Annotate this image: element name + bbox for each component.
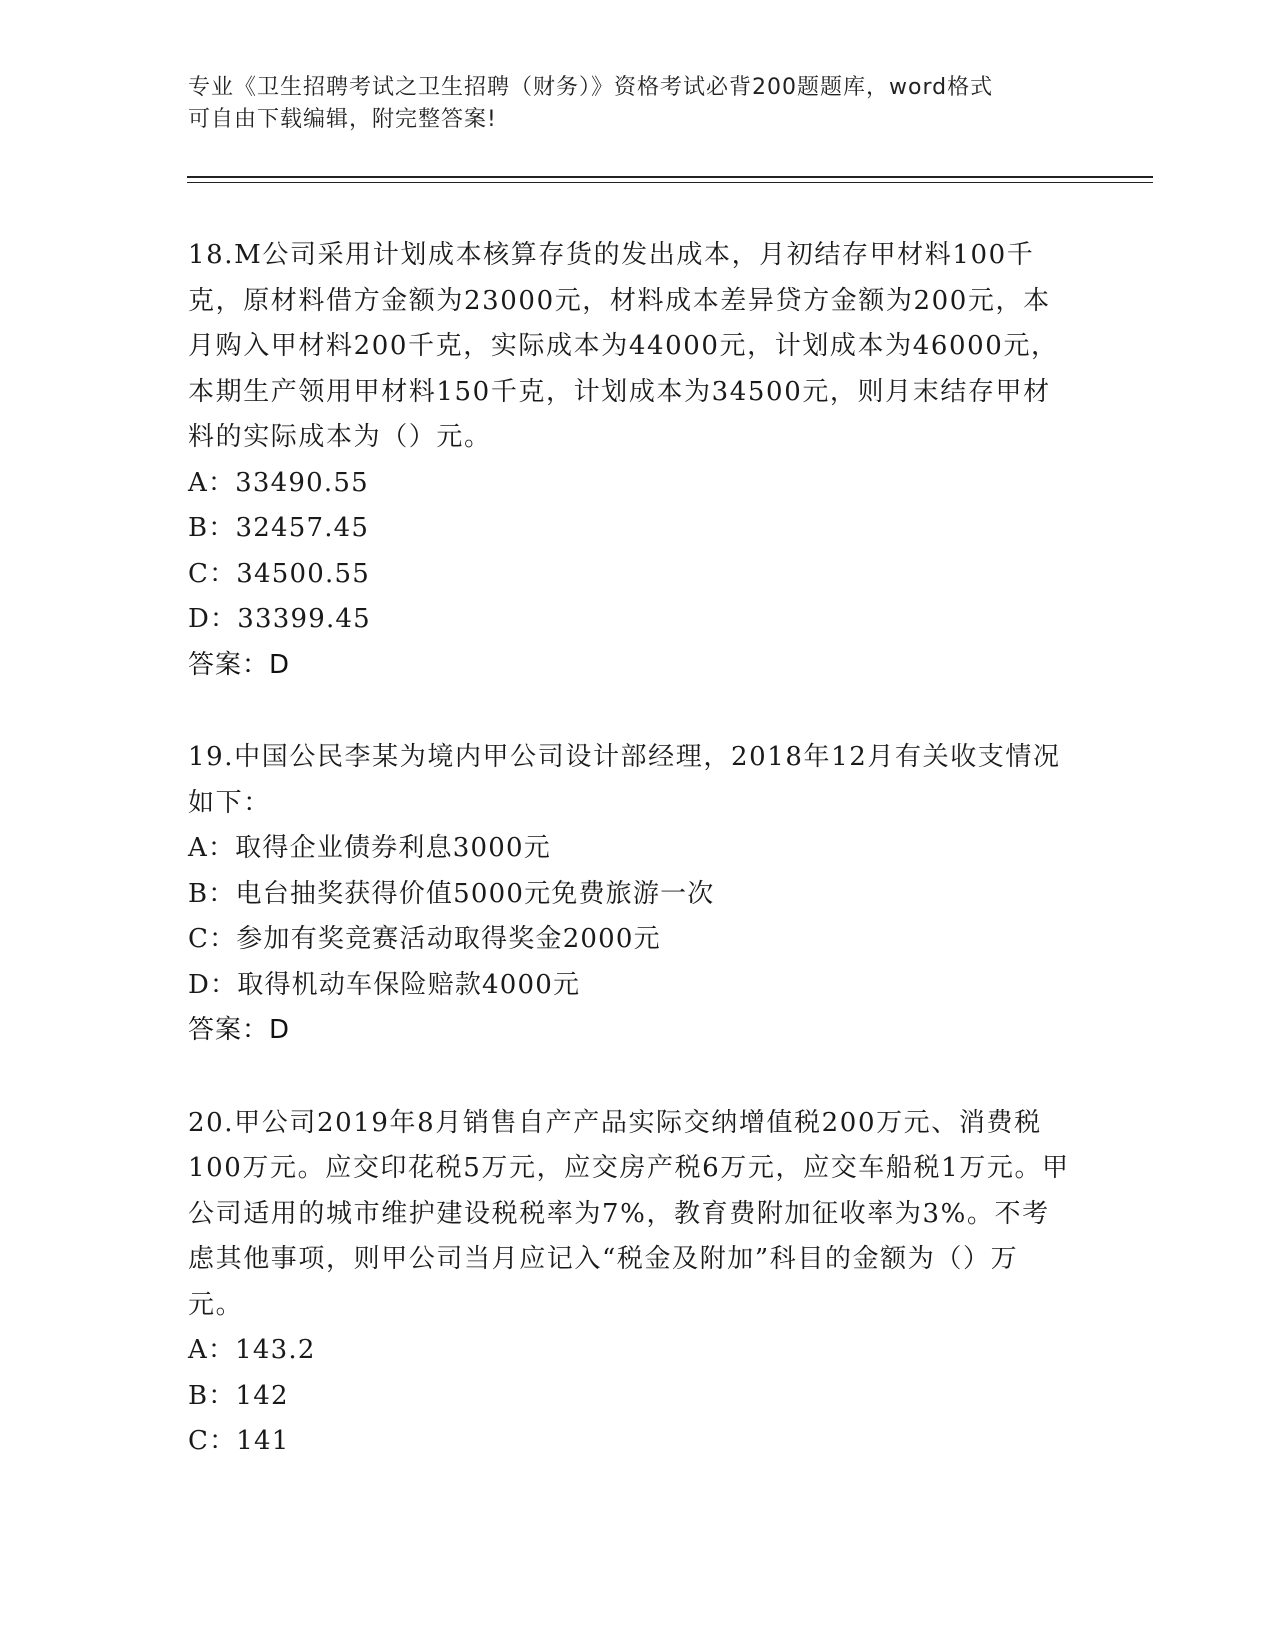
- option-a: A：取得企业债券利息3000元: [188, 833, 551, 863]
- option-d: D：取得机动车保险赔款4000元: [188, 969, 581, 1000]
- option-c: C：34500.55: [188, 558, 370, 589]
- question-18: [188, 233, 1073, 688]
- question-list: [188, 233, 1073, 1512]
- option-a: A：33490.55: [188, 467, 369, 498]
- answer-line: 答案：D: [188, 1015, 291, 1045]
- header-line-1: 专业《卫生招聘考试之卫生招聘（财务）》资格考试必背200题题库，word格式: [188, 75, 994, 100]
- option-b: B：32457.45: [188, 513, 370, 543]
- option-d: D：33399.45: [188, 604, 371, 634]
- question-stem: 20.甲公司2019年8月销售自产产品实际交纳增值税200万元、消费税100万元。应交印花税5万元，应交房产税6万元，应交车船税1万元。甲公司适用的城市维护建设税税率为7%，教育费附加征收率为3%。不考虑其他事项，则甲公司当月应记入“税金及附加”科目的金额为（）万元。: [188, 1107, 1070, 1320]
- question-stem: 18.M公司采用计划成本核算存货的发出成本，月初结存甲材料100千克，原材料借方金额为23000元，材料成本差异贷方金额为200元，本月购入甲材料200千克，实际成本为44000元，计划成本为46000元，本期生产领用甲材料150千克，计划成本为34500元，则月末结存甲材料的实际成本为（）元。: [188, 240, 1059, 452]
- option-b: B：142: [188, 1380, 289, 1411]
- option-c: C：141: [188, 1426, 290, 1456]
- header-line-2: 可自由下载编辑，附完整答案!: [188, 107, 497, 132]
- option-c: C：参加有奖竞赛活动取得奖金2000元: [188, 924, 661, 954]
- question-20: [188, 1101, 1073, 1465]
- option-a: A：143.2: [188, 1335, 316, 1365]
- option-b: B：电台抽奖获得价值5000元免费旅游一次: [188, 878, 715, 909]
- question-stem: 19.中国公民李某为境内甲公司设计部经理，2018年12月有关收支情况如下：: [188, 742, 1061, 818]
- header-divider-thick: [187, 176, 1153, 178]
- answer-line: 答案：D: [188, 649, 291, 680]
- question-19: [188, 735, 1073, 1054]
- header-divider-thin: [187, 182, 1153, 183]
- document-header: [188, 72, 1088, 136]
